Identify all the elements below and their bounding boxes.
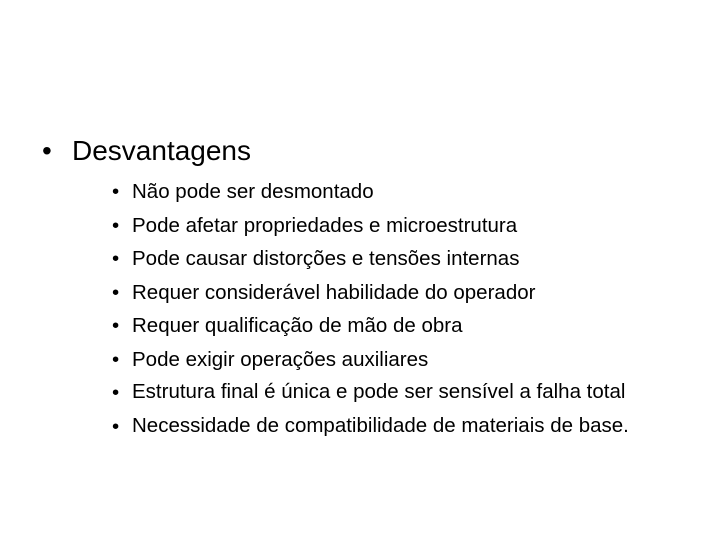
bullet-icon: • xyxy=(112,414,120,438)
list-item xyxy=(112,309,672,343)
list-item xyxy=(112,410,672,444)
list-item xyxy=(112,343,672,377)
bullet-icon: • xyxy=(112,381,120,404)
bullet-icon: • xyxy=(112,347,120,371)
bullet-list xyxy=(112,175,672,443)
list-item-text: Necessidade de compatibilidade de materiais de base. xyxy=(132,413,629,437)
list-item xyxy=(112,242,672,276)
list-item-text: Pode causar distorções e tensões internas xyxy=(132,247,520,270)
bullet-icon: • xyxy=(112,213,120,237)
list-item xyxy=(112,376,672,410)
list-item xyxy=(112,175,672,209)
list-item-text: Pode exigir operações auxiliares xyxy=(132,347,429,371)
list-item xyxy=(112,209,672,243)
slide-heading: Desvantagens xyxy=(72,135,252,166)
bullet-icon: • xyxy=(112,280,120,304)
bullet-icon: • xyxy=(112,247,120,270)
list-item-text: Não pode ser desmontado xyxy=(132,180,374,203)
list-item-text: Pode afetar propriedades e microestrutura xyxy=(132,213,518,237)
list-item-text: Estrutura final é única e pode ser sensível a falha total xyxy=(132,380,626,403)
main-bullet xyxy=(42,134,251,168)
list-item-text: Requer qualificação de mão de obra xyxy=(132,314,463,337)
bullet-icon: • xyxy=(112,314,120,337)
list-item xyxy=(112,276,672,310)
bullet-icon: • xyxy=(112,180,120,203)
list-item-text: Requer considerável habilidade do operador xyxy=(132,280,536,304)
bullet-icon: • xyxy=(42,135,52,166)
